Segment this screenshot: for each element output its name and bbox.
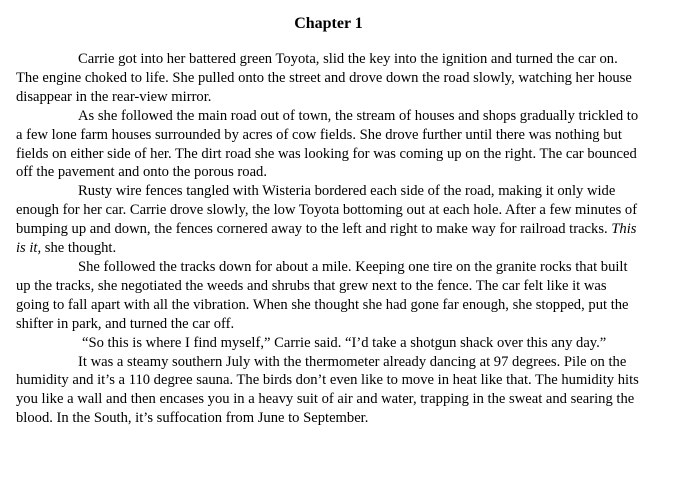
paragraph-2: As she followed the main road out of town, the stream of houses and shops gradually trickled to a few lone farm houses surrounded by acres of cow fields. She drove further until there was nothing but fields on either side of her. The dirt road she was looking for was coming up on the right. The car bounced off the pavement and onto the porous road. <box>16 107 639 181</box>
chapter-title: Chapter 1 <box>294 15 363 32</box>
paragraph-3-italic-thought: This is it, <box>16 221 637 257</box>
paragraph-3 <box>16 182 641 258</box>
paragraph-3-text-end: she thought. <box>41 240 117 257</box>
paragraph-6: It was a steamy southern July with the thermometer already dancing at 97 degrees. Pile on the humidity and it’s a 110 degree sauna. The birds don’t even like to move in heat like that. The humidity hits you like a wall and then encases you in a heavy suit of air and water, trapping in the sweat and searing the blood. In the South, it’s suffocation from June to September. <box>16 353 639 427</box>
paragraph-4: She followed the tracks down for about a mile. Keeping one tire on the granite rocks that built up the tracks, she negotiated the weeds and shrubs that grew next to the fence. The car felt like it was going to fall apart with all the vibration. When she thought she had gone far enough, she stopped, put the shifter in park, and turned the car off. <box>16 258 629 332</box>
paragraph-5-dialogue: “So this is where I find myself,” Carrie said. “I’d take a shotgun shack over this any day.” <box>82 334 607 351</box>
chapter-body <box>16 50 641 428</box>
paragraph-1: Carrie got into her battered green Toyota, slid the key into the ignition and turned the car on. The engine choked to life. She pulled onto the street and drove down the road slowly, watching her house disappear in the rear-view mirror. <box>16 51 632 105</box>
paragraph-3-text: Rusty wire fences tangled with Wisteria bordered each side of the road, making it only wide enough for her car. Carrie drove slowly, the low Toyota bottoming out at each hole. After a few minutes of bumping up and down, the fences cornered away to the left and right to make way for railroad tracks. <box>16 183 638 238</box>
